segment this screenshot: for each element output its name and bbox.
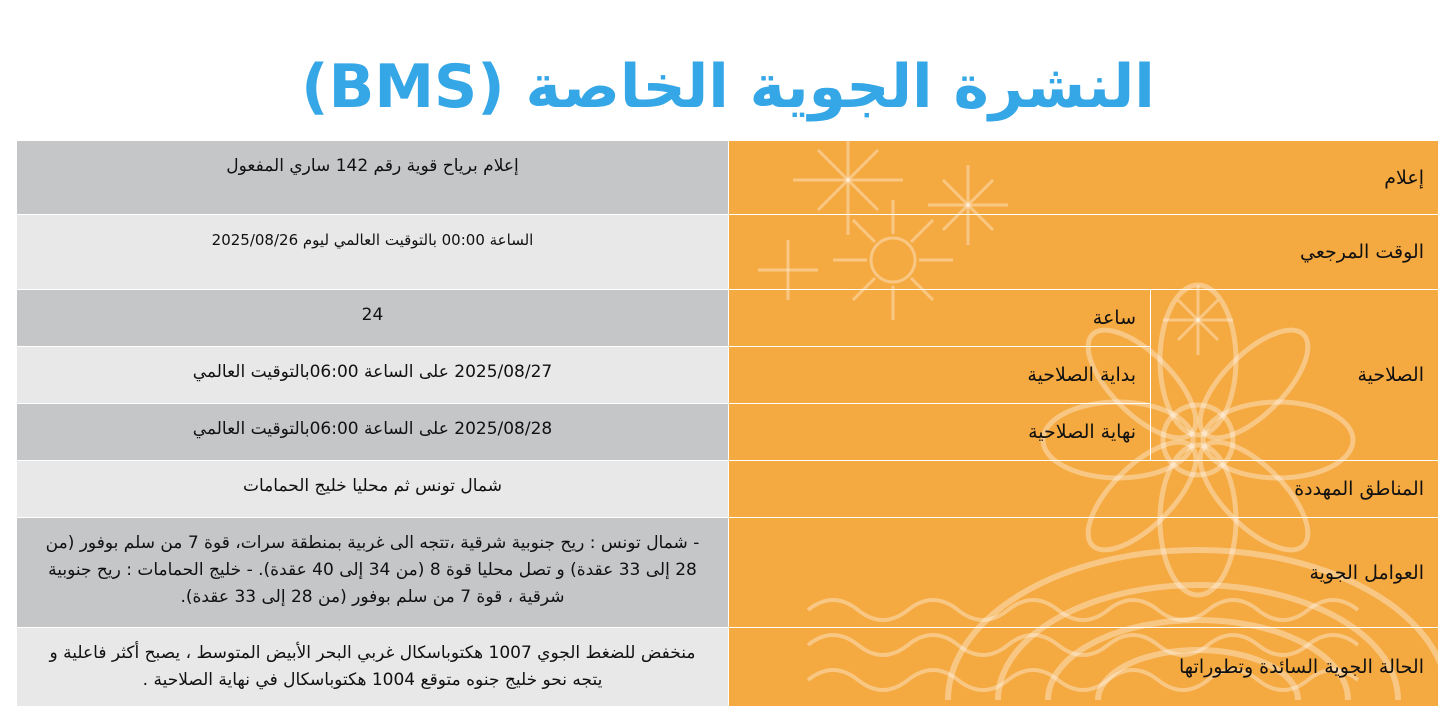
bulletin-table-container bbox=[16, 140, 1438, 706]
table-row-notice bbox=[17, 141, 1439, 215]
table-row-reference-time bbox=[17, 215, 1439, 290]
reference-time-value: الساعة 00:00 بالتوقيت العالمي ليوم 2025/08/26 bbox=[17, 215, 729, 290]
notice-value: إعلام برياح قوية رقم 142 ساري المفعول bbox=[17, 141, 729, 215]
validity-label: الصلاحية bbox=[1151, 290, 1439, 461]
validity-end-label: نهاية الصلاحية bbox=[729, 404, 1151, 461]
validity-end-value: 2025/08/28 على الساعة 06:00بالتوقيت العالمي bbox=[17, 404, 729, 461]
reference-time-label: الوقت المرجعي bbox=[729, 215, 1439, 290]
table-row-synoptic-situation bbox=[17, 628, 1439, 707]
synoptic-situation-value: منخفض للضغط الجوي 1007 هكتوباسكال غربي البحر الأبيض المتوسط ، يصبح أكثر فاعلية و يتجه نحو خليج جنوه متوقع 1004 هكتوباسكال في نهاية الصلاحية . bbox=[17, 628, 729, 707]
validity-hours-label: ساعة bbox=[729, 290, 1151, 347]
weather-factors-label: العوامل الجوية bbox=[729, 518, 1439, 628]
notice-label: إعلام bbox=[729, 141, 1439, 215]
synoptic-situation-label: الحالة الجوية السائدة وتطوراتها bbox=[729, 628, 1439, 707]
table-row-weather-factors bbox=[17, 518, 1439, 628]
validity-start-value: 2025/08/27 على الساعة 06:00بالتوقيت العالمي bbox=[17, 347, 729, 404]
weather-factors-value: - شمال تونس : ريح جنوبية شرقية ،تتجه الى غربية بمنطقة سرات، قوة 7 من سلم بوفور (من 28 إلى 33 عقدة) و تصل محليا قوة 8 (من 34 إلى 40 عقدة). - خليج الحمامات : ريح جنوبية شرقية ، قوة 7 من سلم بوفور (من 28 إلى 33 عقدة). bbox=[17, 518, 729, 628]
page-title: النشرة الجوية الخاصة (BMS) bbox=[301, 52, 1155, 122]
table-row-validity-hours bbox=[17, 290, 1439, 347]
threatened-areas-value: شمال تونس ثم محليا خليج الحمامات bbox=[17, 461, 729, 518]
bulletin-table bbox=[16, 140, 1439, 707]
threatened-areas-label: المناطق المهددة bbox=[729, 461, 1439, 518]
validity-start-label: بداية الصلاحية bbox=[729, 347, 1151, 404]
table-row-threatened-areas bbox=[17, 461, 1439, 518]
validity-hours-value: 24 bbox=[17, 290, 729, 347]
